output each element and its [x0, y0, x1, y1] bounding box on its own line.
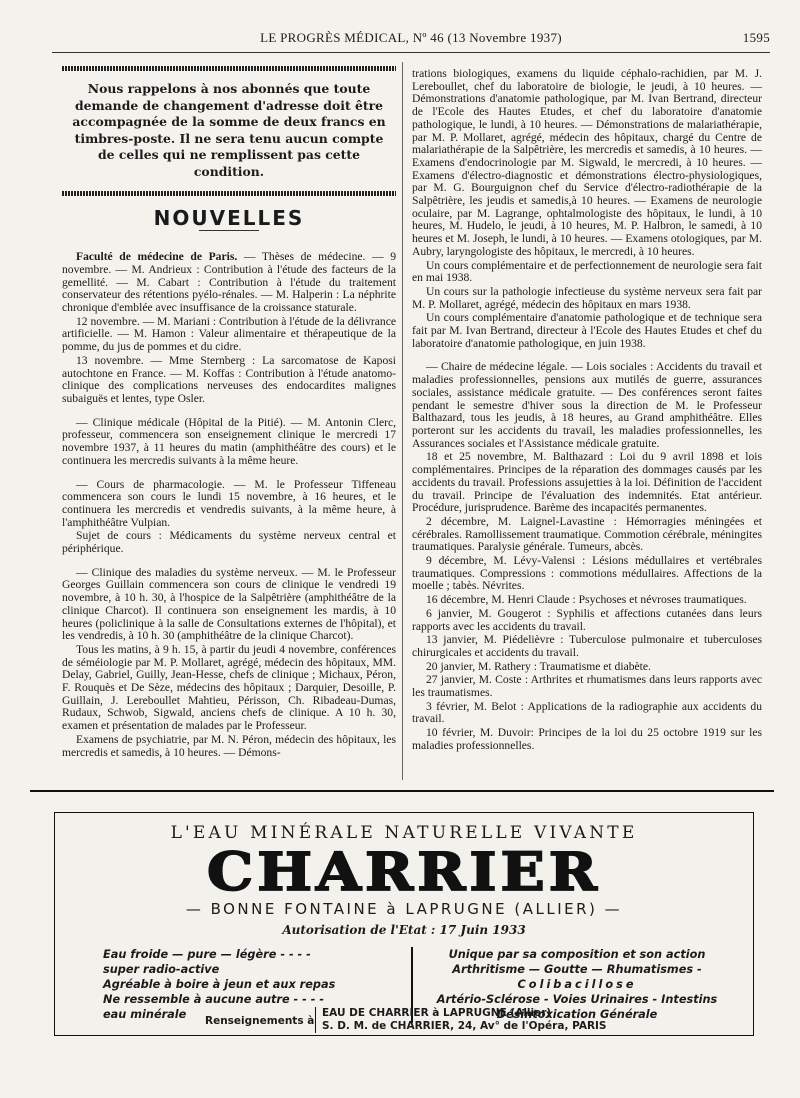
- ad-address-line: EAU DE CHARRIER à LAPRUGNE (Allier): [322, 1007, 552, 1019]
- paragraph-dec9: 9 décembre, M. Lévy-Valensi : Lésions médullaires et vertébrales traumatiques. Compressions : commotions médullaires. Affections de la moelle ; tabès. Névrites.: [412, 554, 762, 593]
- ad-address-line: S. D. M. de CHARRIER, 24, Av° de l'Opéra, PARIS: [322, 1020, 607, 1032]
- ad-right-line: Désintoxication Générale: [496, 1008, 658, 1021]
- paragraph-nov18: 18 et 25 novembre, M. Balthazard : Loi du 9 avril 1898 et lois complémentaires. Principes de la réparation des dommages causés par les accidents du travail. Professions assujetties à la loi. Définition de l'accident du travail. Principe de l'évaluation des indemnités. Etat antérieur. Procédure, jurisprudence. Barème des incapacités permanentes.: [412, 450, 762, 515]
- ad-left-line: Agréable à boire à jeun et aux repas: [103, 978, 336, 991]
- hatch-rule: [62, 66, 396, 71]
- paragraph-nov13: 13 novembre. — Mme Sternberg : La sarcomatose de Kaposi autochtone en France. — M. Koffas : Contribution à l'étude anatomo-clinique des complications nerveuses des endocardites malignes subaiguës et lentes, type Osler.: [62, 353, 396, 405]
- ad-left-line: Eau froide — pure — légère - - - -: [103, 948, 311, 961]
- paragraph-jan27: 27 janvier, M. Coste : Arthrites et rhumatismes dans leurs rapports avec les traumatismes.: [412, 673, 762, 700]
- ad-brand-name: CHARRIER: [207, 841, 601, 903]
- paragraph-sujet: Sujet de cours : Médicaments du système nerveux central et périphérique.: [62, 529, 396, 556]
- paragraph-cours-anatomie: Un cours complémentaire d'anatomie pathologique et de technique sera fait par M. Ivan Bertrand, directeur à l'Ecole des Hautes Etudes et chef du laboratoire d'anatomie pathologique, en juin 1938.: [412, 311, 762, 350]
- ad-left-line: Ne ressemble à aucune autre - - - -: [103, 993, 325, 1006]
- paragraph-chaire: — Chaire de médecine légale. — Lois sociales : Accidents du travail et maladies professionnelles, pensions aux mutilés de guerre, assurances sociales, assistance médicale gratuite. — Des conférences seront faites pendant le semestre d'hiver sous la direction de M. le Professeur Balthazard, tous les jeudis, à 18 heures, au Grand amphithéâtre. Elles porteront sur les accidents du travail, les maladies professionnelles, les Assurances sociales et l'Assistance médicale gratuite.: [412, 360, 762, 450]
- column-divider: [402, 62, 403, 780]
- paragraph-clinique-medicale: — Clinique médicale (Hôpital de la Pitié). — M. Antonin Clerc, professeur, commencera son enseignement clinique le mercredi 17 novembre 1937, à 11 heures du matin (amphithéâtre des cours) et le continuera les mercredis suivants à la même heure.: [62, 415, 396, 467]
- ad-right-line: Arthritisme — Goutte — Rhumatismes -: [452, 963, 702, 976]
- paragraph-feb10: 10 février, M. Duvoir: Principes de la loi du 25 octobre 1919 sur les maladies professionnelles.: [412, 726, 762, 752]
- paragraph-jan20: 20 janvier, M. Rathery : Traumatisme et diabète.: [426, 659, 651, 673]
- page-number: 1595: [742, 30, 770, 45]
- paragraph-dec2: 2 décembre, M. Laignel-Lavastine : Hémorragies méningées et cérébrales. Ramollissement traumatique. Commotion cérébrale, méningites traumatiques. Paralysie générale. Tumeurs, abcès.: [412, 514, 762, 554]
- ad-right-line: Artério-Sclérose - Voies Urinaires - Intestins: [436, 993, 718, 1006]
- journal-title: LE PROGRÈS MÉDICAL, Nº 46 (13 Novembre 1937): [260, 30, 562, 45]
- subscriber-notice: Nous rappelons à nos abonnés que toute demande de changement d'adresse doit être accompagnée de la somme de deux francs en timbres-poste. Il ne sera tenu aucun compte de celles qui ne remplissent pas cette condition.: [72, 81, 386, 179]
- hatch-rule: [62, 191, 396, 196]
- charrier-advertisement: [54, 812, 754, 1036]
- paragraph-dec16: 16 décembre, M. Henri Claude : Psychoses et névroses traumatiques.: [426, 593, 747, 607]
- paragraph-jan6: 6 janvier, M. Gougerot : Syphilis et affections cutanées dans leurs rapports avec les accidents du travail.: [412, 606, 762, 633]
- paragraph-cours-complementaire: Un cours complémentaire et de perfectionnement de neurologie sera fait en mai 1938.: [412, 258, 762, 285]
- paragraph-nov12: 12 novembre. — M. Mariani : Contribution à l'étude de la délivrance artificielle. — M. Hamon : Valeur alimentaire et thérapeutique de la pomme, du jus de pommes et du cidre.: [62, 314, 396, 354]
- section-title: NOUVELLES: [153, 205, 305, 230]
- page-header: [52, 30, 770, 52]
- header-rule: [52, 52, 770, 53]
- ad-authorisation: Autorisation de l'Etat : 17 Juin 1933: [282, 923, 526, 937]
- paragraph-maladies-nerveux: — Clinique des maladies du système nerveux. — M. le Professeur Georges Guillain commencera son cours de clinique le vendredi 19 novembre, à 10 h. 30, à l'hospice de la Salpêtrière (amphithéâtre de la clinique Charcot). Il continuera son enseignement les mardis, à 10 heures (policlinique à la salle de Consultations externes de l'hôpital), et les vendredis, à 10 h. 30 (amphithéâtre de la clinique Charcot).: [62, 565, 396, 643]
- faculte-lead: Faculté de médecine de Paris.: [76, 250, 238, 264]
- ad-contact-addresses: [315, 1007, 607, 1033]
- paragraph-feb3: 3 février, M. Belot : Applications de la radiographie aux accidents du travail.: [412, 699, 762, 726]
- ad-left-line: eau minérale: [103, 1008, 187, 1021]
- paragraph-tous-les-matins: Tous les matins, à 9 h. 15, à partir du jeudi 4 novembre, conférences de séméiologie par M. P. Mollaret, agrégé, médecin des hôpitaux, MM. Delay, Gabriel, Guilly, Jean-Hesse, chefs de clinique ; Michaux, Péron, F. Rouquès et De Sèze, médecins des hôpitaux ; Darquier, Desoille, P. Guillain, J. Lereboullet Mahtieu, Périsson, Ch. Ribadeau-Dumas, Rudaux, Schwob, Sigwald, anciens chefs de clinique. A 10 h. 30, examen et présentation de malades par le Professeur.: [62, 642, 396, 733]
- ad-tagline: L'EAU MINÉRALE NATURELLE VIVANTE: [170, 823, 638, 843]
- ad-right-line: Colibacillose: [517, 978, 637, 991]
- right-column: [412, 68, 762, 754]
- faculte-text: — Thèses de médecine. — 9 novembre. — M. Andrieux : Contribution à l'étude des facteurs de la gemellité. — M. Cabart : Contribution à l'étude du traitement conservateur des rétentions pyélo-rénales. — M. Halperin : La néphrite chronique d'emblée avec insuffisance de la croissance staturale.: [62, 250, 396, 315]
- title-rule: [199, 230, 259, 231]
- ad-right-line: Unique par sa composition et son action: [448, 948, 706, 961]
- left-column: [62, 62, 396, 760]
- paragraph-continuation: trations biologiques, examens du liquide céphalo-rachidien, par M. J. Lereboullet, chef du laboratoire de biologie, le jeudi, à 10 heures. — Démonstrations d'anatomie pathologique, par M. Ivan Bertrand, directeur de l'Ecole des Hautes Etudes, et chef du laboratoire d'anatomie pathologique, le lundi, à 10 heures. — Démonstrations de malariathérapie, par M. P. Mollaret, agrégé, médecin des hôpitaux, chargé du Centre de malariathérapie de la Salpêtrière, les mercredis et samedis, à 10 heures. — Examens d'endocrinologie par M. Sigwald, le mercredi, à 10 heures. — Examens d'électro-diagnostic et démonstrations électro-physiologiques, par M. G. Bourguignon chef du Service d'électro-radiothérapie de la Salpêtrière, les jeudis et samedis,à 10 heures. — Examens de neurologie oculaire, par M. Lagrange, ophtalmologiste des hôpitaux, le lundi, à 10 heures, M. Hudelo, le jeudi, à 10 heures, M. P. Halbron, le samedi, à 10 heures et M. Joseph, le lundi, à 10 heures. — Examens otologiques, par M. Aubry, laryngologiste des hôpitaux, le mercredi, à 10 heures.: [412, 67, 762, 258]
- faculte-paragraph: [62, 251, 396, 315]
- paragraph-jan13: 13 janvier, M. Piédelièvre : Tuberculose pulmonaire et tuberculoses chirurgicales et accidents du travail.: [412, 633, 762, 659]
- ad-contact-label: Renseignements à: [205, 1015, 315, 1027]
- ad-top-rule: [30, 790, 774, 792]
- paragraph-cours-pathologie: Un cours sur la pathologie infectieuse du système nerveux sera fait par M. P. Mollaret, agrégé, médecin des hôpitaux en mars 1938.: [412, 284, 762, 311]
- paragraph-pharmacologie: — Cours de pharmacologie. — M. le Professeur Tiffeneau commencera son cours le lundi 15 novembre, à 16 heures, et le continuera les mercredis et vendredis suivants, à la même heure, à l'amphithéâtre Vulpian.: [62, 477, 396, 529]
- paragraph-psychiatrie: Examens de psychiatrie, par M. N. Péron, médecin des hôpitaux, les mercredis et samedis, à 10 heures. — Démons-: [62, 732, 396, 759]
- ad-source: — BONNE FONTAINE à LAPRUGNE (ALLIER) —: [185, 900, 623, 918]
- ad-left-line: super radio-active: [103, 963, 220, 976]
